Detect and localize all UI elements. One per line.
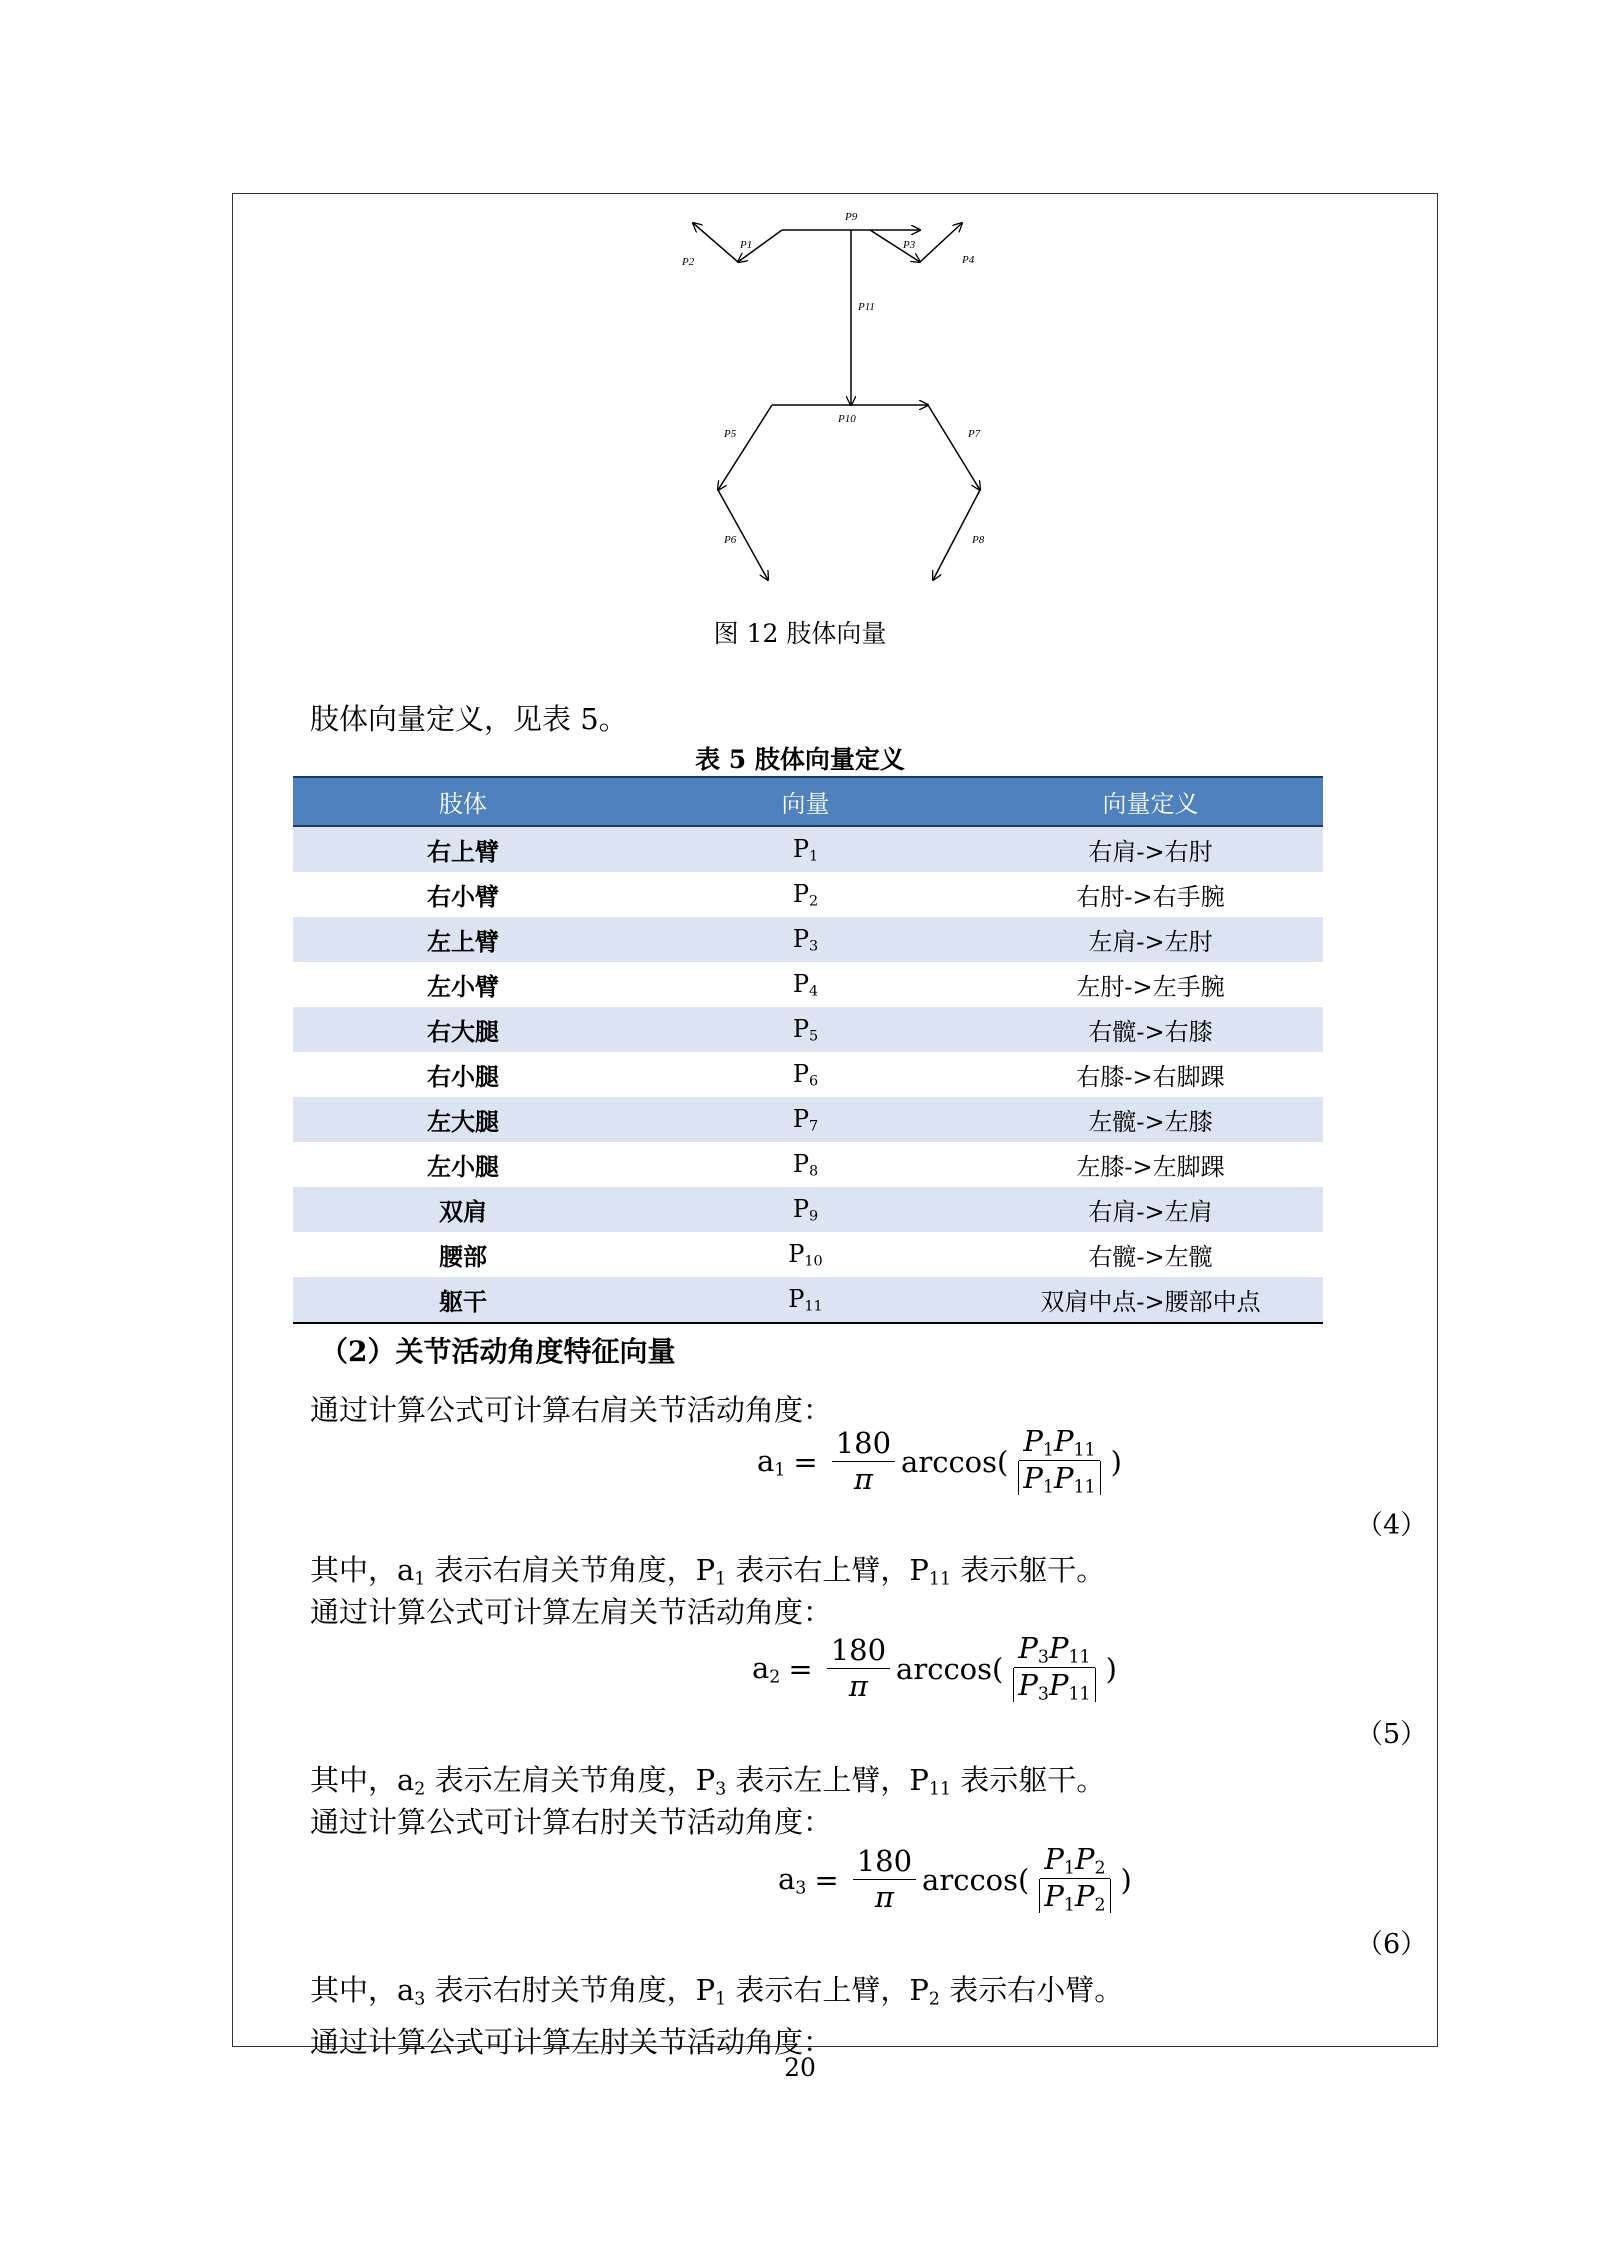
vector-cell: $P_8$ — [792, 1149, 819, 1180]
limb-cell: 左小臂 — [426, 972, 499, 1001]
constant-fraction: $\frac{180}{\pi}$ — [853, 1845, 916, 1914]
header-vector: 向量 — [633, 777, 978, 826]
formula-explanation: 其中，$a_3$ 表示右肘关节角度，$P_1$ 表示右上臂，$P_2$ 表示右小臂。 — [310, 1973, 1124, 2010]
vector-p5 — [718, 405, 772, 490]
vector-cell: $P_2$ — [792, 879, 819, 910]
limb-vector-figure — [640, 205, 1060, 595]
label-p4: P4 — [962, 254, 975, 266]
vector-cell: $P_7$ — [633, 1097, 978, 1142]
table-row — [293, 1097, 1323, 1142]
section-heading: （2）关节活动角度特征向量 — [320, 1335, 676, 1368]
label-p8: P8 — [972, 534, 985, 546]
page-number: 20 — [784, 2053, 816, 2082]
formula-lead-text: 通过计算公式可计算左肩关节活动角度： — [310, 1595, 833, 1629]
limb-cell: 躯干 — [293, 1277, 633, 1323]
figure-caption: 图 12 肢体向量 — [713, 619, 887, 648]
definition-cell: 双肩中点->腰部中点 — [978, 1277, 1323, 1323]
table-row — [293, 1052, 1323, 1097]
limb-cell: 右小腿 — [426, 1062, 499, 1091]
definition-cell: 左膝->左脚踝 — [1076, 1153, 1225, 1181]
label-p3: P3 — [903, 239, 916, 251]
table-row — [293, 826, 1323, 872]
vector-p4 — [920, 223, 962, 262]
vector-cell: $P_4$ — [792, 969, 819, 1000]
table-row — [293, 1187, 1323, 1232]
arccos-function: arccos( — [896, 1651, 1004, 1686]
angle-formula: $a_3$ = $\frac{180}{\pi}$ arccos( $\frac{P_1P_2}{P_1P_2}$ ) — [778, 1842, 1132, 1916]
vector-fraction: $\frac{P_1P_2}{P_1P_2}$ — [1035, 1843, 1114, 1917]
limb-vector-table — [293, 776, 1323, 1324]
vector-p2 — [693, 223, 738, 262]
definition-cell: 右肩->左肩 — [978, 1187, 1323, 1232]
angle-symbol: $a_1$ — [757, 1443, 786, 1480]
angle-formula: $a_1$ = $\frac{180}{\pi}$ arccos( $\frac{P_1P_{11}}{P_1P_{11}}$ ) — [757, 1424, 1122, 1498]
vector-fraction: $\frac{P_1P_{11}}{P_1P_{11}}$ — [1014, 1425, 1104, 1499]
definition-cell: 右肘->右手腕 — [1076, 883, 1225, 911]
definition-cell: 左肩->左肘 — [978, 917, 1323, 962]
arccos-function: arccos( — [922, 1862, 1030, 1897]
formula-lead-text: 通过计算公式可计算右肘关节活动角度： — [310, 1805, 833, 1839]
vector-cell: $P_3$ — [633, 917, 978, 962]
label-p7: P7 — [968, 428, 981, 440]
vector-fraction: $\frac{P_3P_{11}}{P_3P_{11}}$ — [1009, 1632, 1099, 1706]
definition-cell: 左肘->左手腕 — [1076, 973, 1225, 1001]
label-p1: P1 — [740, 239, 753, 251]
vector-cell: $P_{10}$ — [788, 1239, 823, 1270]
table-row — [293, 1277, 1323, 1323]
table-header-row — [293, 777, 1323, 826]
angle-symbol: $a_3$ — [778, 1861, 807, 1898]
limb-cell: 左大腿 — [293, 1097, 633, 1142]
table-row — [293, 1007, 1323, 1052]
header-definition: 向量定义 — [978, 777, 1323, 826]
label-p6: P6 — [724, 534, 737, 546]
definition-cell: 右肩->右肘 — [978, 826, 1323, 872]
vector-p7 — [928, 405, 980, 490]
table-row — [293, 872, 1323, 917]
equation-number: （5） — [1356, 1719, 1428, 1750]
definition-cell: 左髋->左膝 — [978, 1097, 1323, 1142]
formula-lead-text: 通过计算公式可计算右肩关节活动角度： — [310, 1393, 833, 1427]
label-p10: P10 — [838, 413, 856, 425]
vector-cell: $P_1$ — [633, 826, 978, 872]
vector-cell: $P_6$ — [792, 1059, 819, 1090]
table-row — [293, 962, 1323, 1007]
vector-cell: $P_{11}$ — [633, 1277, 978, 1323]
table-row — [293, 1142, 1323, 1187]
header-limb: 肢体 — [293, 777, 633, 826]
definition-cell: 右膝->右脚踝 — [1076, 1063, 1225, 1091]
limb-cell: 左小腿 — [426, 1152, 499, 1181]
formula-explanation: 其中，$a_1$ 表示右肩关节角度，$P_1$ 表示右上臂，$P_{11}$ 表示躯干。 — [310, 1553, 1106, 1590]
angle-formula: $a_2$ = $\frac{180}{\pi}$ arccos( $\frac{P_3P_{11}}{P_3P_{11}}$ ) — [752, 1631, 1117, 1705]
equation-number: （6） — [1356, 1929, 1428, 1960]
table-row — [293, 1232, 1323, 1277]
formula-explanation: 其中，$a_2$ 表示左肩关节角度，$P_3$ 表示左上臂，$P_{11}$ 表示躯干。 — [310, 1763, 1106, 1800]
table-row — [293, 917, 1323, 962]
vector-cell: $P_9$ — [633, 1187, 978, 1232]
arccos-function: arccos( — [901, 1444, 1009, 1479]
constant-fraction: $\frac{180}{\pi}$ — [832, 1427, 895, 1496]
label-p9: P9 — [845, 211, 858, 223]
constant-fraction: $\frac{180}{\pi}$ — [827, 1634, 890, 1703]
label-p5: P5 — [724, 428, 737, 440]
last-lead-text: 通过计算公式可计算左肘关节活动角度： — [310, 2025, 833, 2059]
definition-cell: 右髋->左髋 — [1088, 1243, 1213, 1271]
limb-cell: 右小臂 — [426, 882, 499, 911]
limb-cell: 左上臂 — [293, 917, 633, 962]
limb-cell: 右上臂 — [293, 826, 633, 872]
table-caption: 表 5 肢体向量定义 — [695, 745, 905, 774]
definition-cell: 右髋->右膝 — [978, 1007, 1323, 1052]
equation-number: （4） — [1356, 1510, 1428, 1541]
angle-symbol: $a_2$ — [752, 1650, 781, 1687]
intro-text: 肢体向量定义，见表 5。 — [310, 702, 628, 736]
limb-cell: 右大腿 — [293, 1007, 633, 1052]
limb-cell: 双肩 — [293, 1187, 633, 1232]
label-p11: P11 — [858, 301, 875, 313]
limb-cell: 腰部 — [438, 1242, 487, 1271]
vector-cell: $P_5$ — [633, 1007, 978, 1052]
label-p2: P2 — [682, 256, 695, 268]
